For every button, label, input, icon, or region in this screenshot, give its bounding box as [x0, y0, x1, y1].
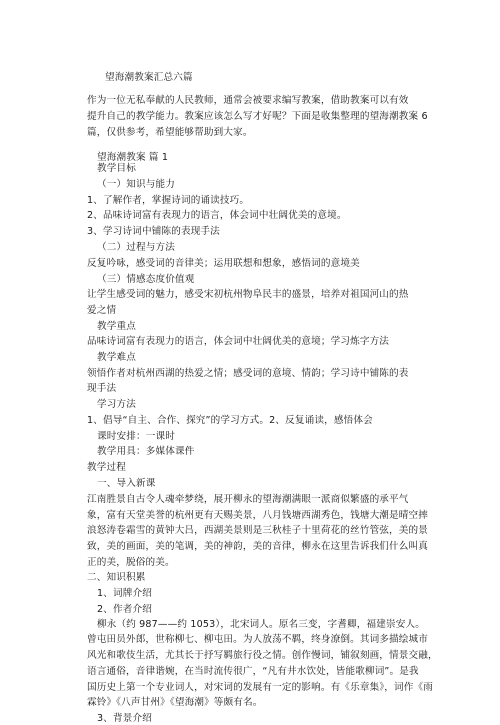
body-line: 江南胜景自古令人魂牵梦绕，展开柳永的望海潮满眼一派商似繁盛的承平气 [87, 494, 409, 505]
body-line: 正的美，脱俗的美。 [87, 557, 175, 568]
body-line: 3、学习诗词中铺陈的表现手法 [87, 226, 220, 237]
document-title: 望海潮教案汇总六篇 [105, 72, 193, 83]
body-line: 一、导入新课 [97, 478, 156, 489]
body-line: 品味诗词富有表现力的语言，体会词中壮阔优美的意境；学习炼字方法 [87, 336, 390, 347]
intro-line: 篇，仅供参考，希望能够帮助到大家。 [87, 127, 253, 138]
body-line: 1、了解作者，掌握诗词的诵读技巧。 [87, 195, 250, 206]
body-line: 教学用具：多媒体课件 [97, 446, 195, 457]
body-line: 霖铃》《八声甘州》《望海潮》等颇有名。 [87, 697, 263, 708]
body-line: 学习方法 [97, 399, 136, 410]
body-line: 1、词牌介绍 [97, 588, 152, 599]
body-line: 柳永（约 987——约 1053），北宋词人。原名三变，字耆卿，福建崇安人。 [97, 619, 425, 630]
body-line: 风光和歌伎生活，尤其长于抒写羁旅行役之情。创作慢词，铺叙刻画，情景交融， [87, 650, 438, 661]
body-line: 课时安排：一课时 [97, 431, 175, 442]
body-line: 教学过程 [87, 462, 126, 473]
intro-line: 提升自己的教学能力。教案应该怎么写才好呢？下面是收集整理的望海潮教案 6 [87, 111, 428, 122]
body-line: 2、品味诗词富有表现力的语言，体会词中壮阔优美的意境。 [87, 210, 347, 221]
body-line: 让学生感受词的魅力，感受宋初杭州物阜民丰的盛景，培养对祖国河山的热 [87, 289, 409, 300]
body-line: 1、倡导“自主、合作、探究”的学习方式。2、反复诵读，感悟体会 [87, 415, 373, 426]
body-line: 反复吟咏，感受词的音律美；运用联想和想象，感悟词的意境美 [87, 258, 360, 269]
body-line: 浪怒涛卷霜雪的黄钟大吕，西湖美景则是三秋桂子十里荷花的丝竹管弦，美的景 [87, 525, 429, 536]
section-title: 望海潮教案 篇 1 [97, 152, 169, 163]
body-line: （三）情感态度价值观 [97, 274, 195, 285]
body-line: 2、作者介绍 [97, 604, 152, 615]
body-line: 爱之情 [87, 305, 117, 316]
intro-line: 作为一位无私奉献的人民教师，通常会被要求编写教案，借助教案可以有效 [87, 95, 409, 106]
body-line: 国历史上第一个专业词人，对宋词的发展有一定的影响。有《乐章集》，词作《雨 [87, 682, 433, 693]
body-line: 教学重点 [97, 321, 136, 332]
body-line: （一）知识与能力 [97, 179, 175, 190]
body-line: 3、背景介绍 [97, 713, 152, 724]
body-line: 教学目标 [97, 163, 136, 174]
body-line: 象，富有天堂美誉的杭州更有天赐美景，八月钱塘西湖秀色，钱塘大潮是晴空摔 [87, 510, 429, 521]
body-line: 语言通俗，音律谐婉，在当时流传很广，“凡有井水饮处，皆能歌柳词”。是我 [87, 666, 419, 677]
body-line: 领悟作者对杭州西湖的热爱之情；感受词的意境、情韵；学习诗中铺陈的表 [87, 368, 409, 379]
body-line: 二、知识积累 [87, 572, 146, 583]
body-line: 曾屯田员外郎，世称柳七、柳屯田。为人放荡不羁，终身潦倒。其词多描绘城市 [87, 634, 429, 645]
body-line: 教学难点 [97, 352, 136, 363]
body-line: 致，美的画面，美的笔调，美的神韵，美的音律，柳永在这里告诉我们什么叫真 [87, 541, 429, 552]
body-line: 现手法 [87, 383, 117, 394]
body-line: （二）过程与方法 [97, 242, 175, 253]
